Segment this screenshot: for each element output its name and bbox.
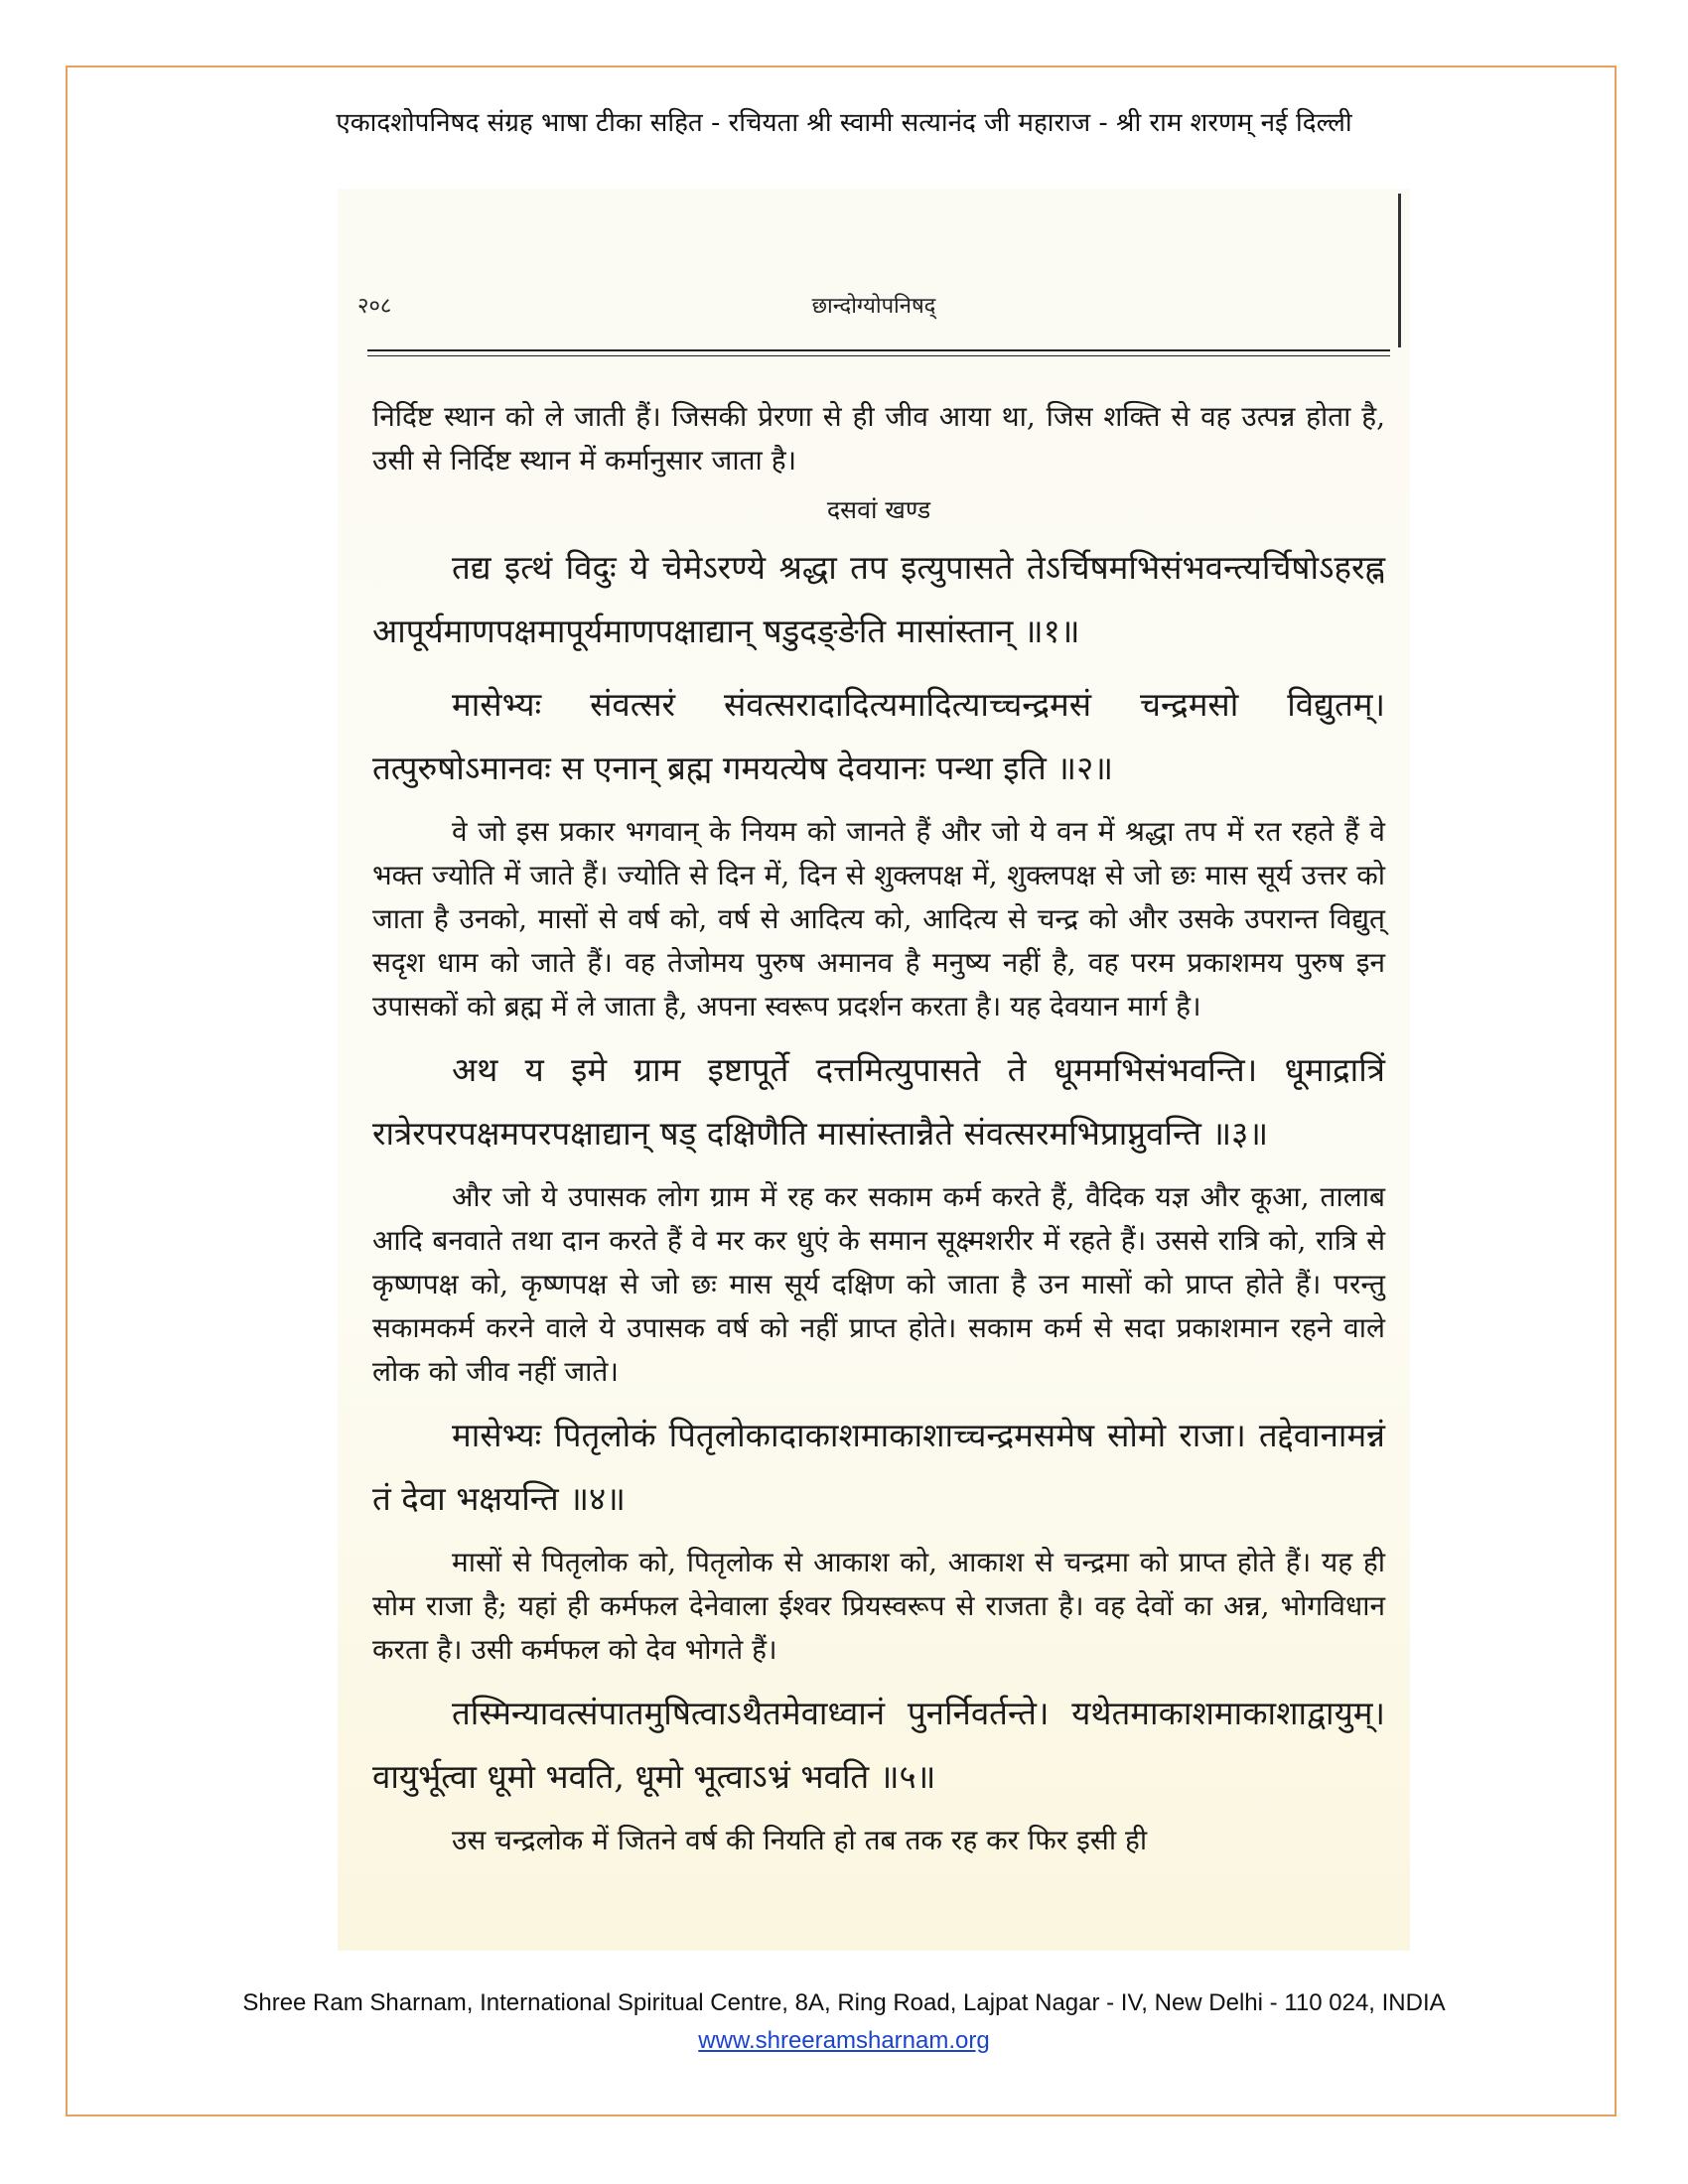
commentary-paragraph: मासों से पितृलोक को, पितृलोक से आकाश को, आकाश से चन्द्रमा को प्राप्त होते हैं। यह ही सोम राजा है; यहां ही कर्मफल देनेवाला ईश्वर प्रियस्वरूप से राजता है। वह देवों का अन्न, भोगविधान करता है। उसी कर्मफल को देव भोगते हैं। (372, 1546, 1385, 1666)
verse-4: मासेभ्यः पितृलोकं पितृलोकादाकाशमाकाशाच्चन्द्रमसमेष सोमो राजा। तद्देवानामन्नं तं देवा भक्षयन्ति ॥४॥ (372, 1416, 1385, 1518)
scan-edge-line (1398, 194, 1401, 347)
commentary-paragraph: और जो ये उपासक लोग ग्राम में रह कर सकाम कर्म करते हैं, वैदिक यज्ञ और कूआ, तालाब आदि बनवाते तथा दान करते हैं वे मर कर धुएं के समान सूक्ष्मशरीर में रहते हैं। उससे रात्रि को, रात्रि से कृष्णपक्ष को, कृष्णपक्ष से जो छः मास सूर्य दक्षिण को जाता है उन मासों को प्राप्त होते हैं। परन्तु सकामकर्म करने वाले ये उपासक वर्ष को नहीं प्राप्त होते। सकाम कर्म से सदा प्रकाशमान रहने वाले लोक को जीव नहीं जाते। (372, 1180, 1385, 1388)
section-heading: दसवां खण्ड (826, 495, 931, 524)
commentary-paragraph: निर्दिष्ट स्थान को ले जाती हैं। जिसकी प्रेरणा से ही जीव आया था, जिस शक्ति से वह उत्पन्न होता है, उसी से निर्दिष्ट स्थान में कर्मानुसार जाता है। (372, 400, 1385, 477)
commentary-paragraph: उस चन्द्रलोक में जितने वर्ष की नियति हो तब तक रह कर फिर इसी ही (452, 1824, 1148, 1856)
verse-3: अथ य इमे ग्राम इष्टापूर्ते दत्तमित्युपासते ते धूममभिसंभवन्ति। धूमाद्रात्रिं रात्रेरपरपक्षमपरपक्षाद्यान् षड् दक्षिणैति मासांस्तान्नैते संवत्सरमभिप्राप्नुवन्ति ॥३॥ (372, 1050, 1385, 1153)
website-link[interactable]: www.shreeramsharnam.org (698, 2027, 990, 2054)
header-rule (367, 349, 1390, 351)
page-meta (357, 290, 1390, 330)
page-body (372, 395, 1385, 1872)
verse-5: तस्मिन्यावत्संपातमुषित्वाऽथैतमेवाध्वानं पुनर्निवर्तन्ते। यथेतमाकाशमाकाशाद्वायुम्। वायुर्भूत्वा धूमो भवति, धूमो भूत्वाऽभ्रं भवति ॥५॥ (372, 1694, 1385, 1796)
footer-website (0, 2027, 1688, 2055)
running-title: छान्दोग्योपनिषद् (811, 294, 936, 319)
verse-1: तद्य इत्थं विदुः ये चेमेऽरण्ये श्रद्धा तप इत्युपासते तेऽर्चिषमभिसंभवन्त्यर्चिषोऽहरह्न आपूर्यमाणपक्षमापूर्यमाणपक्षाद्यान् षडुदङ्ङेति मासांस्तान् ॥१॥ (372, 548, 1385, 650)
commentary-paragraph: वे जो इस प्रकार भगवान् के नियम को जानते हैं और जो ये वन में श्रद्धा तप में रत रहते हैं वे भक्त ज्योति में जाते हैं। ज्योति से दिन में, दिन से शुक्लपक्ष में, शुक्लपक्ष से जो छः मास सूर्य उत्तर को जाता है उनको, मासों से वर्ष को, वर्ष से आदित्य को, आदित्य से चन्द्र को और उसके उपरान्त विद्युत् सदृश धाम को जाते हैं। वह तेजोमय पुरुष अमानव है मनुष्य नहीं है, वह परम प्रकाशमय पुरुष इन उपासकों को ब्रह्म में ले जाता है, अपना स्वरूप प्रदर्शन करता है। यह देवयान मार्ग है। (372, 815, 1385, 1023)
verse-2: मासेभ्यः संवत्सरं संवत्सरादादित्यमादित्याच्चन्द्रमसं चन्द्रमसो विद्युतम्। तत्पुरुषोऽमानवः स एनान् ब्रह्म गमयत्येष देवयानः पन्था इति ॥२॥ (372, 685, 1385, 787)
footer-address: Shree Ram Sharnam, International Spiritual Centre, 8A, Ring Road, Lajpat Nagar - IV, New Delhi - 110 024, INDIA (242, 1989, 1446, 2016)
header-rule-thin (367, 355, 1390, 356)
document-header: एकादशोपनिषद संग्रह भाषा टीका सहित - रचियता श्री स्वामी सत्यानंद जी महाराज - श्री राम शरणम् नई दिल्ली (336, 108, 1352, 138)
page-number: २०८ (357, 294, 392, 319)
